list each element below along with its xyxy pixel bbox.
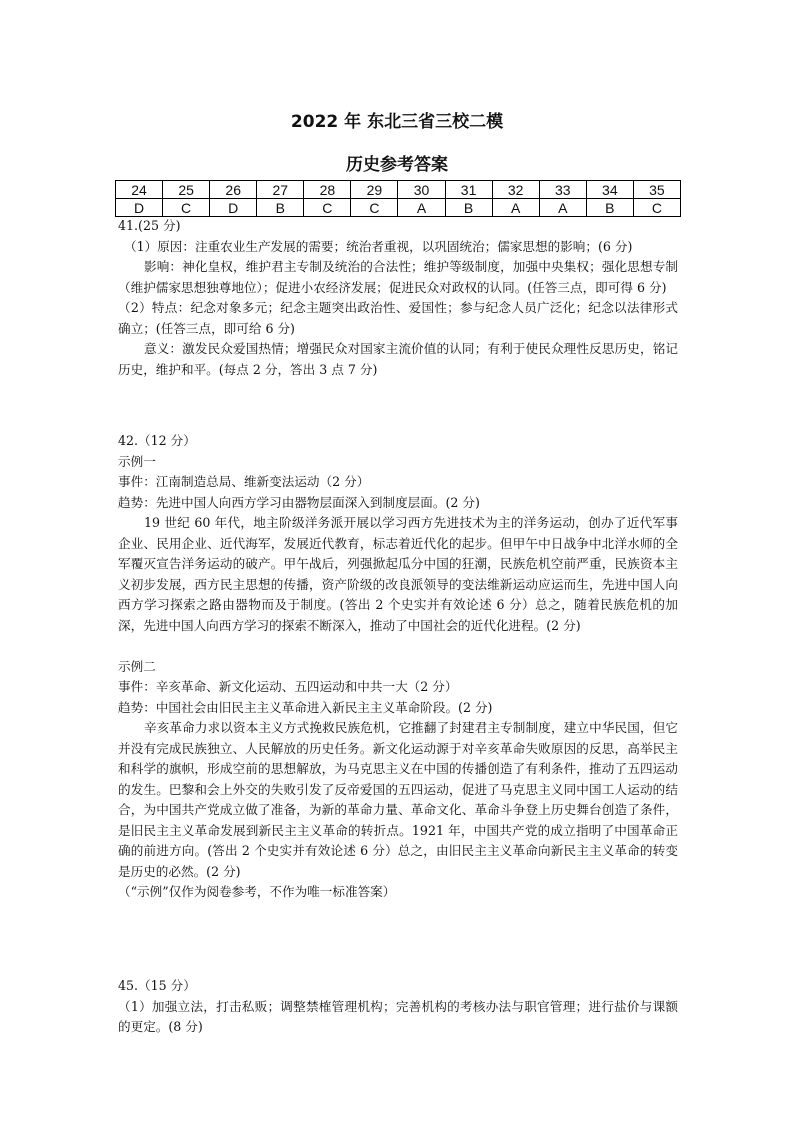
- answer-letter: C: [633, 199, 680, 217]
- multiple-choice-answer-table: [115, 180, 681, 217]
- answer-letter: C: [351, 199, 398, 217]
- answer-letter: D: [116, 199, 163, 217]
- question-number: 32: [492, 181, 539, 199]
- question-number: 33: [539, 181, 586, 199]
- document-subtitle: 历史参考答案: [346, 155, 448, 175]
- question-number: 27: [257, 181, 304, 199]
- answer-letter: B: [586, 199, 633, 217]
- question-number: 25: [163, 181, 210, 199]
- example-one-label: 示例一: [118, 453, 156, 469]
- example-one-trend: 趋势：先进中国人向西方学习由器物层面深入到制度层面。(2 分): [118, 494, 480, 510]
- example-two-trend: 趋势：中国社会由旧民主主义革命进入新民主主义革命阶段。(2 分): [118, 699, 493, 715]
- question-41-answer: [118, 216, 678, 380]
- question-number: 31: [445, 181, 492, 199]
- question-41-part2-features: （2）特点：纪念对象多元；纪念主题突出政治性、爱国性；参与纪念人员广泛化；纪念以法律形式确立；(任答三点，即可给 6 分): [118, 300, 678, 336]
- answer-letter: A: [492, 199, 539, 217]
- question-42-heading: 42.（12 分）: [118, 433, 196, 448]
- question-number: 26: [210, 181, 257, 199]
- question-45-part1: （1）加强立法，打击私贩；调整禁榷管理机构；完善机构的考核办法与职官管理；进行盐价与课额的更定。(8 分): [118, 998, 678, 1034]
- question-41-heading: 41.(25 分): [118, 218, 181, 233]
- answer-letter: A: [398, 199, 445, 217]
- question-number-row: [116, 181, 681, 199]
- example-two-events: 事件：辛亥革命、新文化运动、五四运动和中共一大（2 分）: [118, 679, 458, 694]
- grading-note: （“示例”仅作为阅卷参考，不作为唯一标准答案）: [118, 884, 396, 899]
- question-number: 30: [398, 181, 445, 199]
- answer-letter-row: [116, 199, 681, 217]
- example-one-discussion: 19 世纪 60 年代，地主阶级洋务派开展以学习西方先进技术为主的洋务运动，创办了近代军事企业、民用企业、近代海军，发展近代教育，标志着近代化的起步。但甲午中日战争中北洋水师的全军覆灭宣告洋务运动的破产。甲午战后，列强掀起瓜分中国的狂潮，民族危机空前严重，民族资本主义初步发展，西方民主思想的传播，资产阶级的改良派领导的变法维新运动应运而生，先进中国人向西方学习探索之路由器物而及于制度。(答出 2 个史实并有效论述 6 分）总之，随着民族危机的加深，先进中国人向西方学习的探索不断深入，推动了中国社会的近代化进程。(2 分): [118, 515, 678, 633]
- question-number: 35: [633, 181, 680, 199]
- question-number: 34: [586, 181, 633, 199]
- answer-letter: C: [163, 199, 210, 217]
- question-41-part2-significance: 意义：激发民众爱国热情；增强民众对国家主流价值的认同；有利于使民众理性反思历史，铭记历史，维护和平。(每点 2 分，答出 3 点 7 分): [118, 341, 678, 377]
- question-41-part1-causes: （1）原因：注重农业生产发展的需要；统治者重视，以巩固统治；儒家思想的影响；(6 分): [124, 238, 633, 254]
- example-two-label: 示例二: [118, 658, 156, 674]
- answer-letter: A: [539, 199, 586, 217]
- question-45-answer: [118, 976, 678, 1038]
- question-number: 24: [116, 181, 163, 199]
- answer-letter: B: [257, 199, 304, 217]
- question-number: 29: [351, 181, 398, 199]
- question-number: 28: [304, 181, 351, 199]
- answer-letter: D: [210, 199, 257, 217]
- question-42-answer: [118, 431, 678, 903]
- answer-letter: B: [445, 199, 492, 217]
- document-title: 2022 年 东北三省三校二模: [290, 112, 504, 132]
- example-one-events: 事件：江南制造总局、维新变法运动（2 分）: [118, 474, 370, 489]
- question-41-part1-effects: 影响：神化皇权，维护君主专制及统治的合法性；维护等级制度，加强中央集权；强化思想专制（维护儒家思想独尊地位）；促进小农经济发展；促进民众对政权的认同。(任答三点，即可得 6 分): [118, 259, 678, 295]
- example-two-discussion: 辛亥革命力求以资本主义方式挽救民族危机，它推翻了封建君主专制制度，建立中华民国，但它并没有完成民族独立、人民解放的历史任务。新文化运动源于对辛亥革命失败原因的反思，高举民主和科学的旗帜，形成空前的思想解放，为马克思主义在中国的传播创造了有利条件，推动了五四运动的发生。巴黎和会上外交的失败引发了反帝爱国的五四运动，促进了马克思主义同中国工人运动的结合，为中国共产党成立做了准备，为新的革命力量、革命文化、革命斗争登上历史舞台创造了条件，是旧民主主义革命发展到新民主主义革命的转折点。1921 年，中国共产党的成立指明了中国革命正确的前进方向。(答出 2 个史实并有效论述 6 分）总之，由旧民主主义革命向新民主主义革命的转变是历史的必然。(2 分): [118, 720, 678, 879]
- question-45-heading: 45.（15 分）: [118, 978, 196, 993]
- answer-letter: C: [304, 199, 351, 217]
